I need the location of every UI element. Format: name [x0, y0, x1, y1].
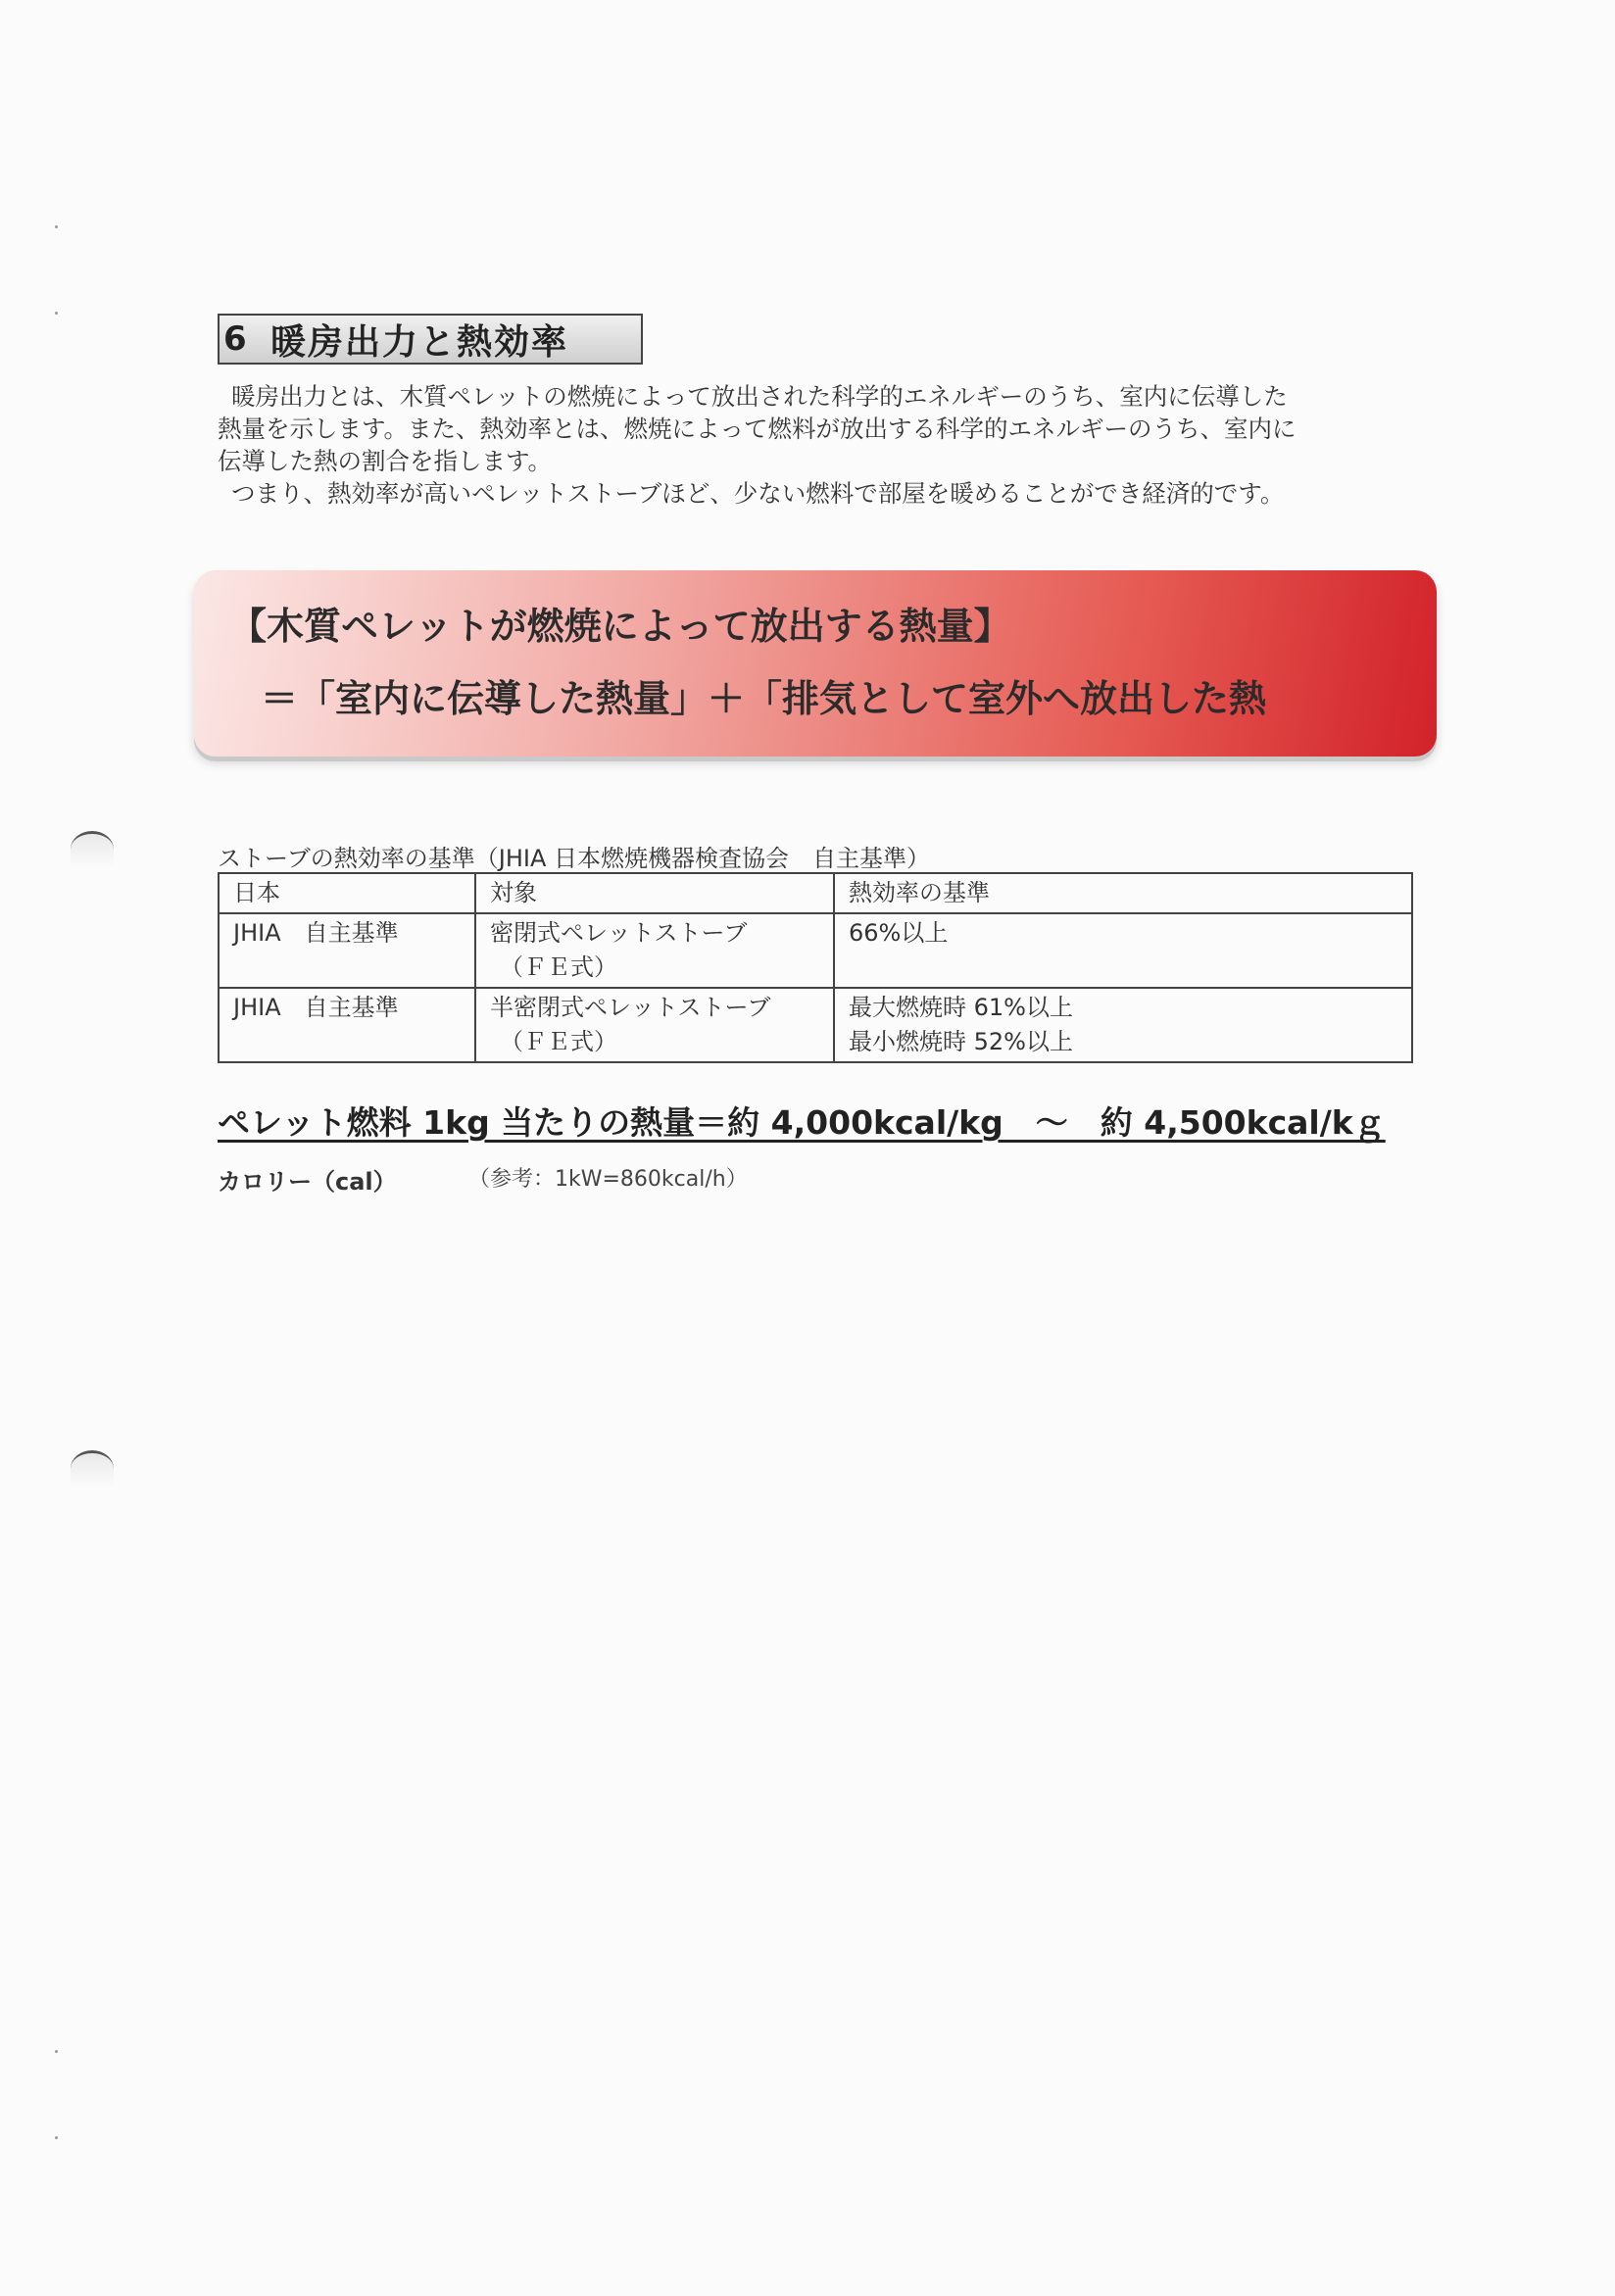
target-cell — [475, 913, 834, 988]
section-number: 6 — [223, 319, 247, 359]
table-header-row — [219, 873, 1412, 913]
punch-hole — [71, 1450, 114, 1487]
header-cell: 熱効率の基準 — [834, 873, 1412, 913]
equation-line-1: 【木質ペレットが燃焼によって放出する熱量】 — [229, 605, 1011, 648]
scan-speck — [55, 2050, 58, 2053]
standard-text: 最大燃焼時 61%以上 — [849, 994, 1073, 1021]
section-heading — [218, 314, 643, 365]
table-caption: ストーブの熱効率の基準（JHIA 日本燃焼機器検査協会 自主基準） — [218, 845, 931, 872]
equation-line-2: ＝「室内に伝導した熱量」＋「排気として室外へ放出した熱 — [261, 677, 1267, 720]
scan-speck — [55, 225, 58, 228]
standard-text: 最小燃焼時 52%以上 — [849, 1028, 1073, 1055]
intro-paragraph — [218, 380, 1403, 510]
header-cell: 対象 — [475, 873, 834, 913]
reference-note: （参考：1kW=860kcal/h） — [468, 1167, 748, 1192]
intro-line: 暖房出力とは、木質ペレットの燃焼によって放出された科学的エネルギーのうち、室内に伝導した — [231, 382, 1288, 411]
heat-equation-box — [194, 570, 1437, 757]
scan-speck — [55, 2136, 58, 2139]
calorie-label: カロリー（cal） — [218, 1168, 397, 1196]
header-cell: 日本 — [219, 873, 475, 913]
section-title: 暖房出力と熱効率 — [270, 321, 569, 363]
scan-speck — [55, 312, 58, 315]
target-text: 密閉式ペレットストーブ — [490, 919, 748, 947]
standard-cell — [834, 913, 1412, 988]
target-cell — [475, 988, 834, 1062]
efficiency-standard-table — [218, 872, 1413, 1063]
punch-hole — [71, 831, 114, 867]
table-row — [219, 913, 1412, 988]
intro-line: 伝導した熱の割合を指します。 — [218, 447, 553, 475]
org-cell: JHIA 自主基準 — [219, 913, 475, 988]
standard-cell — [834, 988, 1412, 1062]
table-row — [219, 988, 1412, 1062]
target-text: 半密閉式ペレットストーブ — [490, 994, 771, 1021]
pellet-heat-formula: ペレット燃料 1kg 当たりの熱量＝約 4,000kcal/kg ～ 約 4,500kcal/kｇ — [218, 1103, 1386, 1142]
intro-line: つまり、熱効率が高いペレットストーブほど、少ない燃料で部屋を暖めることができ経済的です。 — [231, 479, 1285, 508]
standard-text: 66%以上 — [849, 919, 949, 947]
target-type: （ＦＥ式） — [500, 1028, 617, 1055]
target-type: （ＦＥ式） — [500, 953, 617, 981]
org-cell: JHIA 自主基準 — [219, 988, 475, 1062]
intro-line: 熱量を示します。また、熱効率とは、燃焼によって燃料が放出する科学的エネルギーのうち、室内に — [218, 415, 1297, 443]
